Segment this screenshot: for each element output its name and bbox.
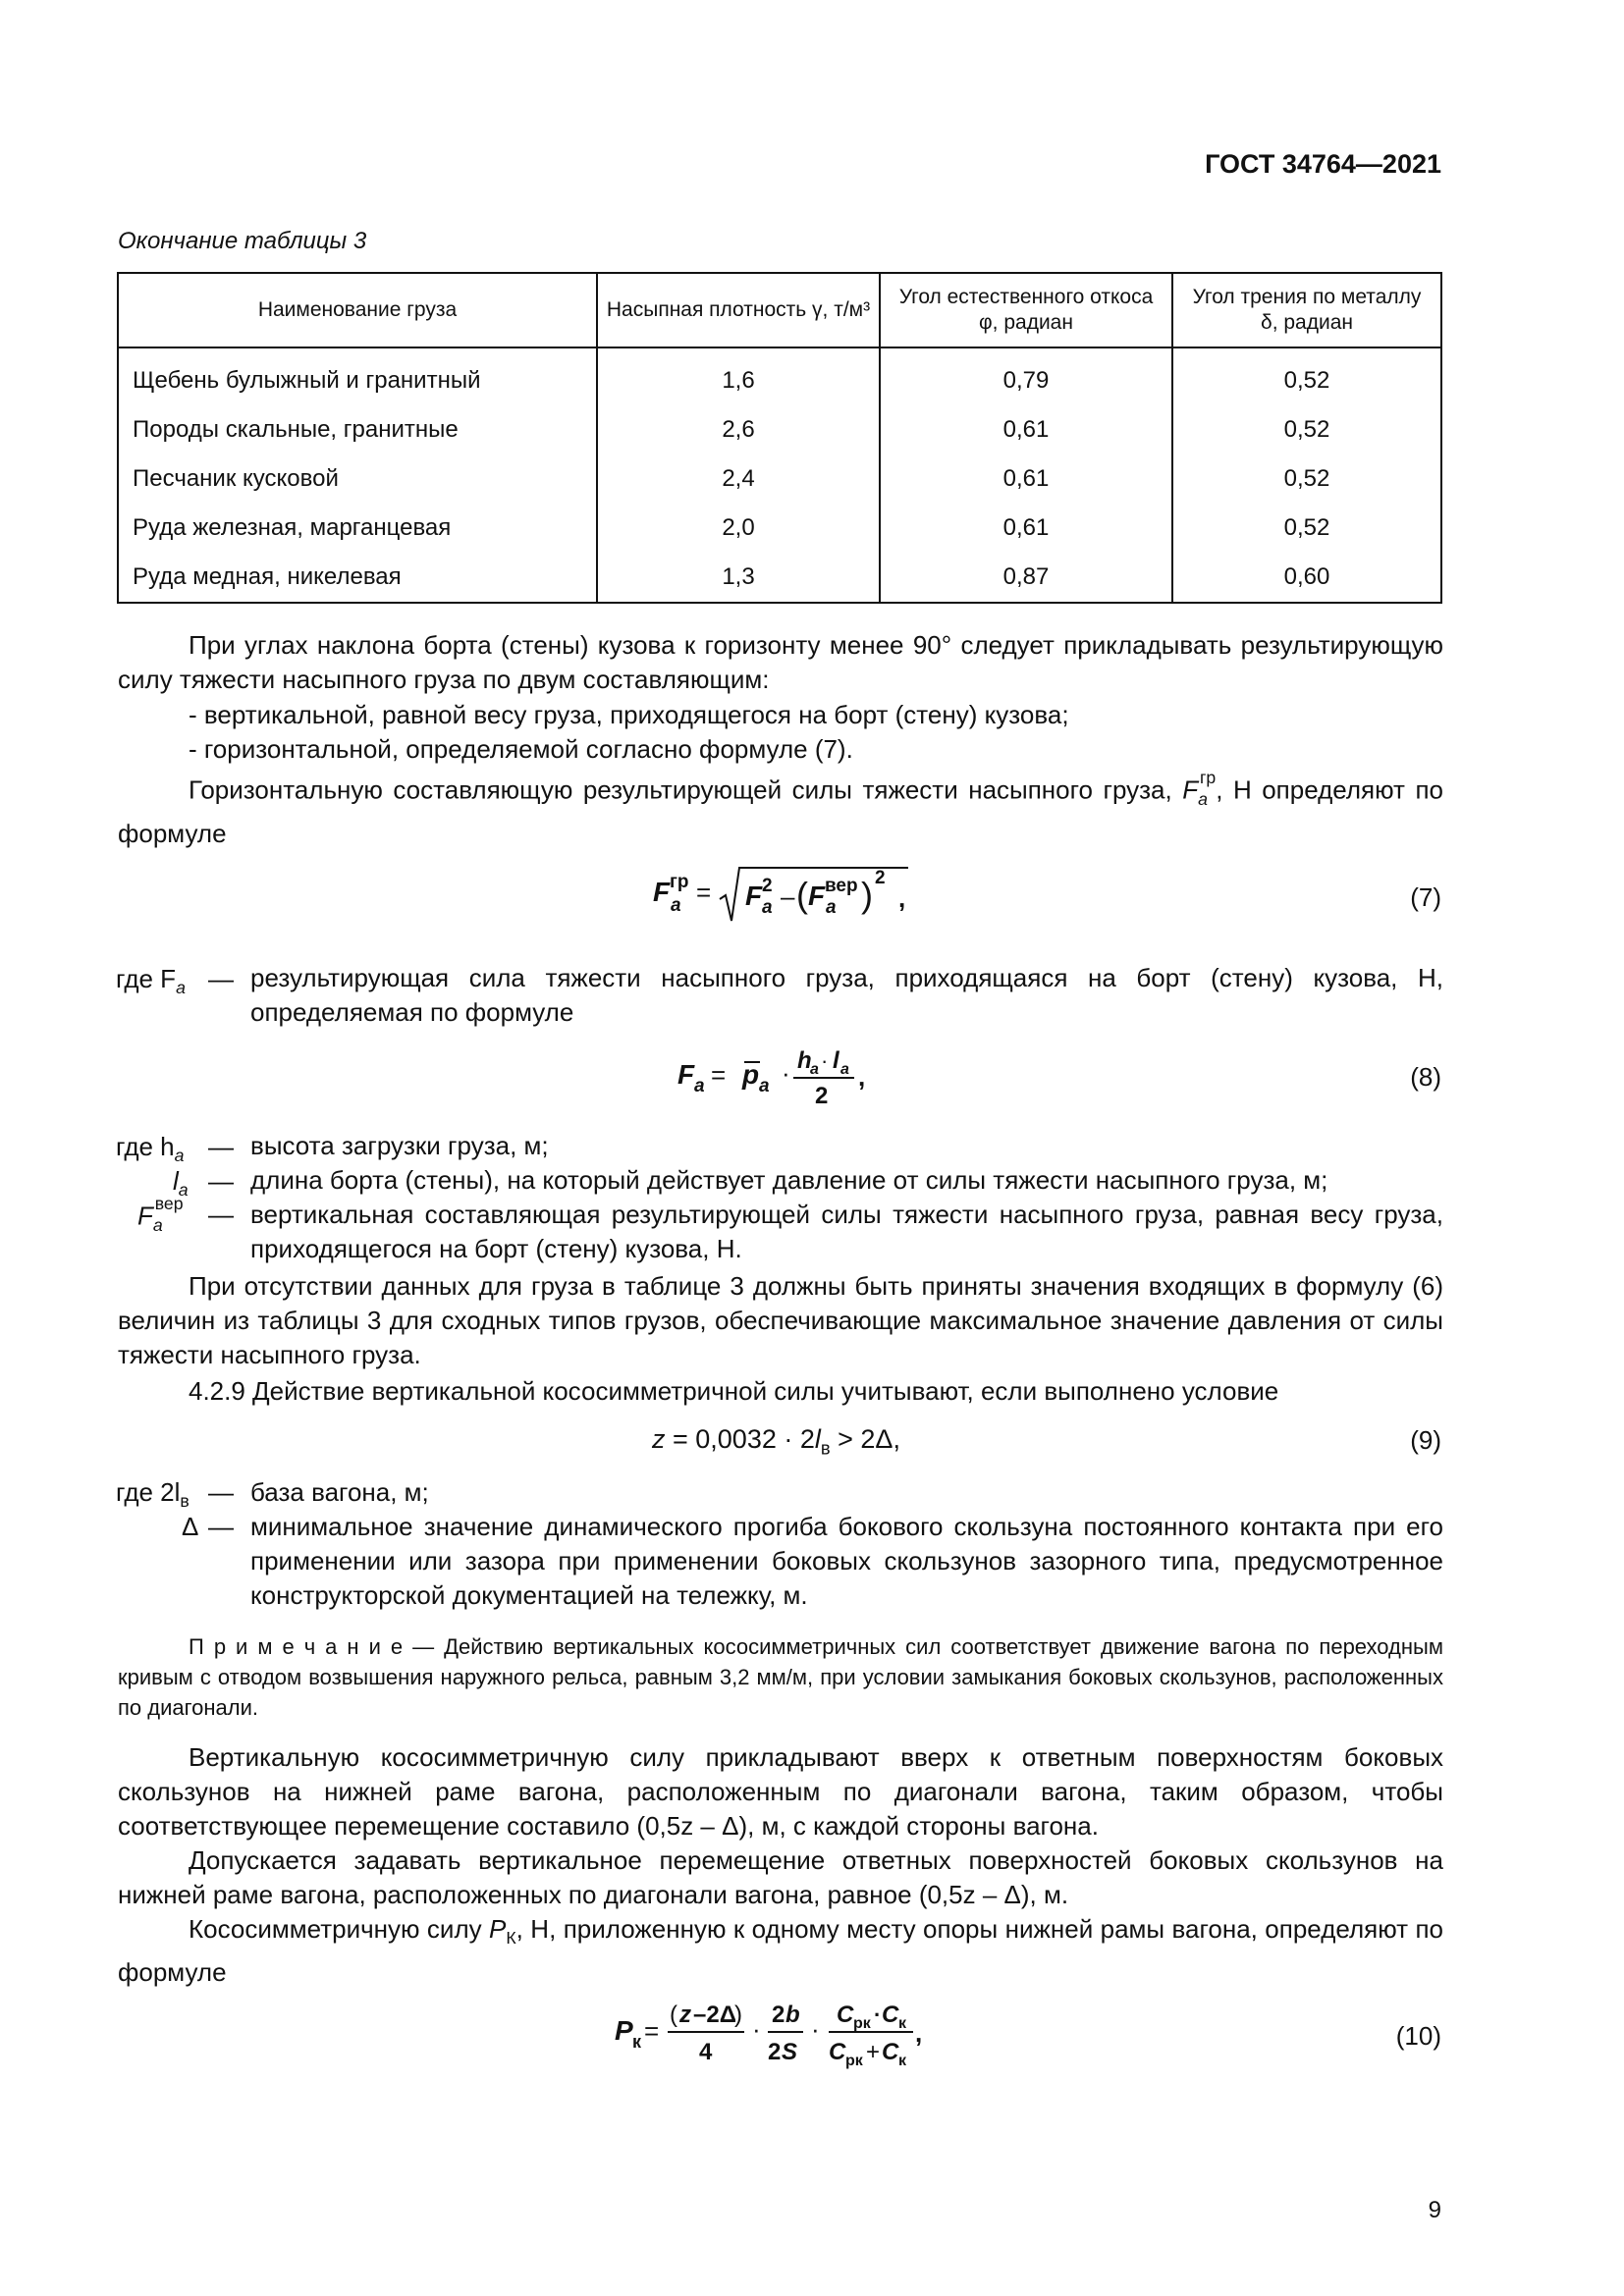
- paragraph-skew-force-formula: Кососимметричную силу $P_К$, Н, приложенную к одному месту опоры нижней рамы вагона, определяют по формуле: [118, 1914, 1443, 1988]
- svg-text:a: a: [759, 1076, 770, 1096]
- svg-text:a: a: [694, 1076, 705, 1096]
- svg-text:a: a: [826, 897, 837, 918]
- paragraph-horizontal-component: Горизонтальную составляющую результирующей силы тяжести насыпного груза, $F_a^{гр}$, Н определяют по формуле: [118, 768, 1443, 848]
- def-dash: —: [208, 1512, 234, 1541]
- table-cell: 0,79: [880, 347, 1172, 405]
- col-header-density: Насыпная плотность γ, т/м³: [597, 273, 880, 347]
- table-row: [118, 454, 1441, 504]
- def-term-Fa: где $F_a$: [116, 964, 186, 998]
- svg-text:·: ·: [874, 2002, 882, 2027]
- def-term-text: где 2l: [116, 1477, 181, 1507]
- svg-text:к: к: [632, 2032, 642, 2052]
- table-header-row: [118, 273, 1441, 347]
- def-text-Fa: результирующая сила тяжести насыпного груза, приходящаяся на борт (стену) кузова, Н, определяемая по формуле: [250, 963, 1443, 1027]
- svg-text:2: 2: [768, 2039, 782, 2065]
- svg-text:z: z: [679, 2002, 691, 2028]
- paragraph-skew-force: Вертикальную кососимметричную силу прикладывают вверх к ответным поверхностям боковых скользунов на нижней раме вагона, расположенным по диагонали вагона, таким образом, чтобы соответствующее перемещение составило (0,5z – Δ), м, с каждой стороны вагона.: [118, 1742, 1443, 1841]
- def-term-la: $l_a$: [173, 1166, 189, 1201]
- svg-text:,: ,: [898, 883, 906, 913]
- svg-text:p: p: [742, 1059, 760, 1090]
- svg-text:·: ·: [811, 2014, 820, 2044]
- def-term-text: где F: [116, 964, 177, 993]
- svg-text:a: a: [840, 1061, 849, 1078]
- formula-7: [653, 862, 918, 937]
- svg-text:C: C: [829, 2039, 846, 2065]
- svg-text:C: C: [882, 2039, 899, 2065]
- formula-8: [677, 1042, 893, 1118]
- svg-text:): ): [734, 2002, 742, 2028]
- svg-text:4: 4: [699, 2039, 713, 2065]
- svg-text:гр: гр: [670, 872, 689, 892]
- svg-text:F: F: [808, 881, 826, 911]
- paragraph-allowed-displacement: Допускается задавать вертикальное перемещение ответных поверхностей боковых скользунов на нижней раме вагона, расположенных по диагонали вагона, равное (0,5z – Δ), м.: [118, 1845, 1443, 1909]
- svg-text:h: h: [797, 1047, 812, 1074]
- note-text: — Действию вертикальных кососимметричных сил соответствует движение вагона по переходным кривым с отводом возвышения наружного рельса, равным 3,2 мм/м, при условии замыкания боковых скользунов, расположенных по диагонали.: [118, 1634, 1443, 1720]
- def-text-la: длина борта (стены), на который действует давление от силы тяжести насыпного груза, м;: [250, 1165, 1328, 1195]
- svg-text:рк: рк: [853, 2015, 871, 2032]
- bulk-cargo-table: [117, 272, 1442, 604]
- col-header-name: Наименование груза: [118, 273, 597, 347]
- table-cell: 0,52: [1172, 347, 1441, 405]
- svg-text:a: a: [762, 897, 773, 918]
- svg-text:2: 2: [762, 876, 773, 896]
- note-label: П р и м е ч а н и е: [189, 1634, 404, 1659]
- svg-text:–: –: [781, 881, 795, 911]
- def-term-Fa-ver: $F_a^{вер}$: [137, 1194, 184, 1235]
- def-text-Fa-ver: вертикальная составляющая результирующей силы тяжести насыпного груза, равная весу груза, приходящегося на борт (стену) кузова, Н.: [250, 1200, 1443, 1263]
- def-term-text: l: [173, 1166, 179, 1196]
- svg-text:C: C: [837, 2002, 854, 2028]
- table-cell: 0,52: [1172, 405, 1441, 454]
- table-cell: Руда медная, никелевая: [118, 553, 597, 603]
- table-cell: 1,3: [597, 553, 880, 603]
- table-cell: 2,0: [597, 504, 880, 553]
- svg-text:(: (: [796, 875, 808, 915]
- table-cell: 2,4: [597, 454, 880, 504]
- table-cell: 0,52: [1172, 454, 1441, 504]
- equation-number-8: (8): [1410, 1062, 1441, 1092]
- svg-text:C: C: [882, 2002, 899, 2028]
- paragraph-1: При углах наклона борта (стены) кузова к горизонту менее 90° следует прикладывать результирующую силу тяжести насыпного груза по двум составляющим:: [118, 630, 1443, 694]
- svg-text:2: 2: [772, 2002, 785, 2028]
- def-dash: —: [208, 1200, 234, 1229]
- svg-text:к: к: [898, 2053, 907, 2069]
- paragraph-missing-data: При отсутствии данных для груза в таблице 3 должны быть приняты значения входящих в формулу (6) величин из таблицы 3 для сходных типов грузов, обеспечивающие максимальное значение давления от силы тяжести насыпного груза.: [118, 1271, 1443, 1369]
- svg-text:=: =: [711, 1060, 727, 1090]
- def-dash: —: [208, 1166, 234, 1196]
- def-dash: —: [208, 964, 234, 993]
- svg-text:F: F: [653, 877, 671, 907]
- svg-text:F: F: [677, 1059, 695, 1090]
- paragraph-4-2-9: 4.2.9 Действие вертикальной кососимметричной силы учитывают, если выполнено условие: [189, 1376, 1279, 1406]
- def-dash: —: [208, 1477, 234, 1507]
- def-term-2lv: где $2l_в$: [116, 1477, 189, 1512]
- table-cell: 0,61: [880, 504, 1172, 553]
- svg-text:l: l: [833, 1047, 839, 1074]
- paragraph-text: Кососимметричную силу: [189, 1914, 490, 1944]
- svg-text:·: ·: [821, 1048, 829, 1073]
- table-row: [118, 405, 1441, 454]
- table-cell: 0,60: [1172, 553, 1441, 603]
- table-row: [118, 504, 1441, 553]
- svg-text:(: (: [670, 2002, 677, 2028]
- note: [118, 1631, 1443, 1723]
- formula-10: [615, 1995, 948, 2080]
- col-header-repose-angle: Угол естественного откоса φ, радиан: [880, 273, 1172, 347]
- table-cell: Породы скальные, гранитные: [118, 405, 597, 454]
- def-text-ha: высота загрузки груза, м;: [250, 1131, 549, 1160]
- def-term-ha: где $h_a$: [116, 1132, 185, 1166]
- svg-text:рк: рк: [845, 2053, 863, 2069]
- paragraph-text-end: , Н определяют по формуле: [118, 774, 1443, 848]
- table-cell: 0,52: [1172, 504, 1441, 553]
- table-row: [118, 553, 1441, 603]
- table-cell: 0,87: [880, 553, 1172, 603]
- svg-text:b: b: [785, 2002, 800, 2028]
- table-cell: 0,61: [880, 454, 1172, 504]
- svg-text:·: ·: [782, 1058, 790, 1088]
- def-term-text: где h: [116, 1132, 175, 1161]
- table-cell: Щебень булыжный и гранитный: [118, 347, 597, 405]
- list-item-horizontal: - горизонтальной, определяемой согласно формуле (7).: [189, 734, 853, 764]
- table-cell: Руда железная, марганцевая: [118, 504, 597, 553]
- svg-text:2: 2: [815, 1083, 829, 1109]
- def-dash: —: [208, 1132, 234, 1161]
- svg-text:–2Δ: –2Δ: [693, 2002, 736, 2028]
- paragraph-text-end: , Н, приложенную к одному месту опоры нижней рамы вагона, определяют по формуле: [118, 1914, 1443, 1988]
- page-number: 9: [1428, 2197, 1441, 2223]
- table-cell: 0,61: [880, 405, 1172, 454]
- svg-text:,: ,: [915, 2018, 923, 2048]
- svg-text:вер: вер: [825, 876, 858, 896]
- svg-text:): ): [861, 875, 873, 915]
- formula-9: $z = 0,0032 \cdot 2l_в > 2\Delta$,: [652, 1424, 900, 1459]
- svg-text:к: к: [898, 2015, 907, 2032]
- svg-text:F: F: [745, 881, 763, 911]
- list-item-vertical: - вертикальной, равной весу груза, приходящегося на борт (стену) кузова;: [189, 700, 1069, 729]
- svg-text:·: ·: [752, 2014, 761, 2044]
- table-row: [118, 347, 1441, 405]
- document-id: ГОСТ 34764—2021: [1205, 149, 1441, 179]
- svg-text:,: ,: [858, 1062, 866, 1092]
- paragraph-text: Горизонтальную составляющую результирующей силы тяжести насыпного груза,: [189, 774, 1183, 805]
- svg-text:P: P: [615, 2015, 633, 2046]
- table-cell: 1,6: [597, 347, 880, 405]
- table-cell: 2,6: [597, 405, 880, 454]
- svg-text:S: S: [782, 2039, 798, 2065]
- svg-text:a: a: [671, 895, 681, 916]
- equation-number-7: (7): [1410, 882, 1441, 912]
- svg-text:2: 2: [875, 868, 886, 888]
- svg-text:a: a: [810, 1061, 819, 1078]
- equation-number-9: (9): [1410, 1425, 1441, 1455]
- svg-text:+: +: [866, 2039, 881, 2065]
- svg-text:=: =: [644, 2016, 660, 2046]
- def-term-delta: Δ: [182, 1512, 199, 1541]
- col-header-friction-angle: Угол трения по металлу δ, радиан: [1172, 273, 1441, 347]
- svg-text:=: =: [696, 878, 712, 907]
- def-text-2lv: база вагона, м;: [250, 1477, 429, 1507]
- equation-number-10: (10): [1395, 2021, 1441, 2051]
- table-cell: Песчаник кусковой: [118, 454, 597, 504]
- table-caption: Окончание таблицы 3: [118, 228, 367, 254]
- def-text-delta: минимальное значение динамического прогиба бокового скользуна постоянного контакта при его применении или зазора при применении боковых скользунов зазорного типа, предусмотренное конструкторской документацией на тележку, м.: [250, 1512, 1443, 1610]
